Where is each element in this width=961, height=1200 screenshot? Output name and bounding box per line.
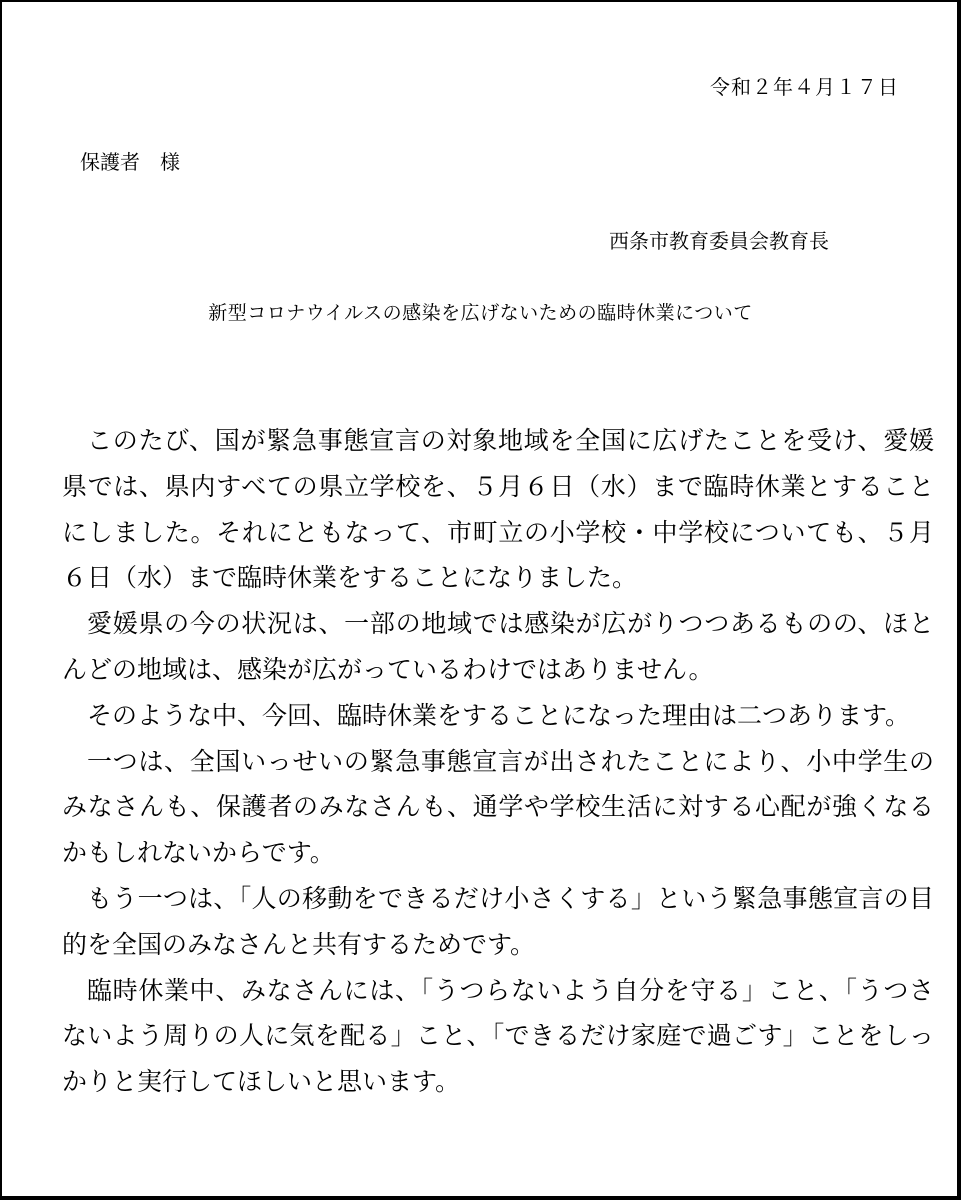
document-date: 令和２年４月１７日 (710, 75, 899, 99)
addressee: 保護者 様 (80, 150, 180, 174)
paragraph: もう一つは、「人の移動をできるだけ小さくする」という緊急事態宣言の目的を全国のみなさんと共有するためです。 (62, 883, 934, 959)
document-body (62, 418, 934, 1105)
paragraph: 臨時休業中、みなさんには、「うつらないよう自分を守る」こと、「うつさないよう周りの人に気を配る」こと、「できるだけ家庭で過ごす」ことをしっかりと実行してほしいと思います。 (62, 975, 934, 1097)
paragraph: 一つは、全国いっせいの緊急事態宣言が出されたことにより、小中学生のみなさんも、保護者のみなさんも、通学や学校生活に対する心配が強くなるかもしれないからです。 (62, 746, 934, 868)
paragraph: このたび、国が緊急事態宣言の対象地域を全国に広げたことを受け、愛媛県では、県内すべての県立学校を、５月６日（水）まで臨時休業とすることにしました。それにともなって、市町立の小学校・中学校についても、５月６日（水）まで臨時休業をすることになりました。 (62, 426, 934, 593)
paragraph: そのような中、今回、臨時休業をすることになった理由は二つあります。 (87, 700, 911, 730)
document-title: 新型コロナウイルスの感染を広げないための臨時休業について (208, 302, 753, 324)
sender: 西条市教育委員会教育長 (609, 229, 829, 253)
paragraph: 愛媛県の今の状況は、一部の地域では感染が広がりつつあるものの、ほとんどの地域は、感染が広がっているわけではありません。 (62, 609, 934, 684)
